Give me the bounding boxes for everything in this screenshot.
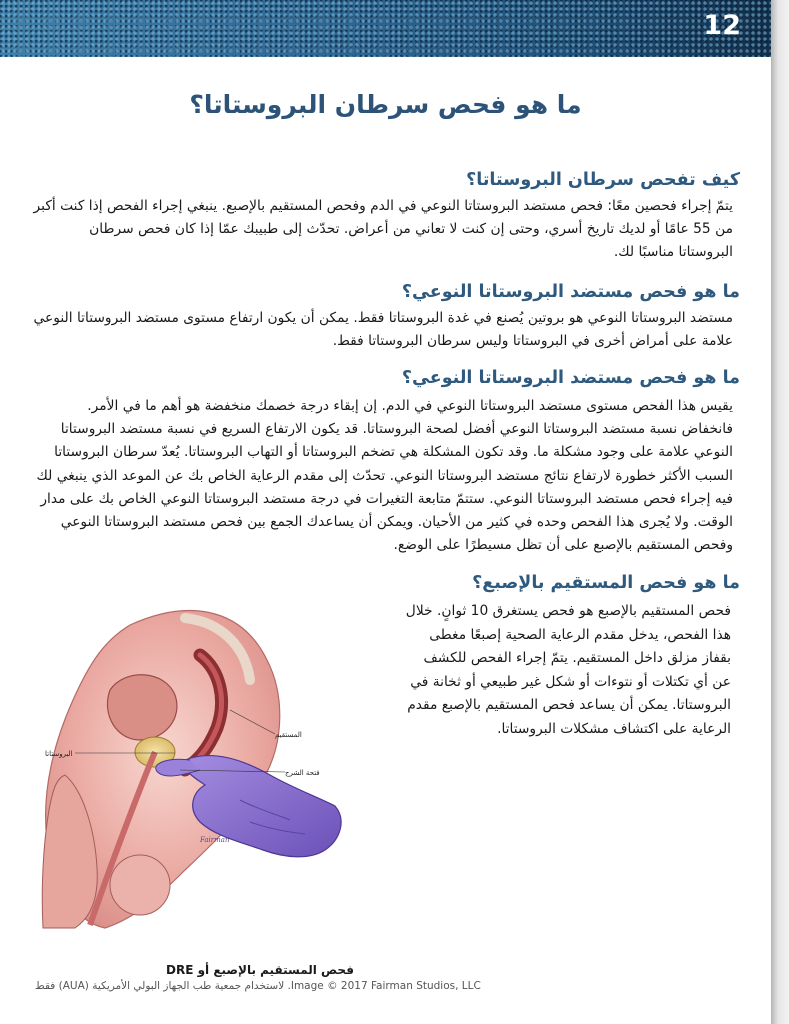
testis-shape	[110, 855, 170, 915]
artist-signature: Fairman	[200, 836, 230, 844]
section-heading-psa-test: ما هو فحص مستضد البروستاتا النوعي؟	[401, 368, 740, 388]
bladder-shape	[107, 675, 176, 740]
page-title: ما هو فحص سرطان البروستاتا؟	[189, 90, 582, 119]
page-number: 12	[703, 10, 741, 41]
page-edge	[771, 0, 789, 1024]
paragraph-text: مستضد البروستاتا النوعي هو بروتين يُصنع في غدة البروستاتا فقط. يمكن أن يكون ارتفاع مستوى مستضد البروستاتا النوعي علامة على أمراض أخرى في البروستاتا وليس سرطان البروستاتا فقط.	[33, 310, 733, 349]
paragraph-text: فحص المستقيم بالإصبع هو فحص يستغرق 10 ثوانٍ. خلال هذا الفحص، يدخل مقدم الرعاية الصحية إصبعًا مغطى بقفاز مزلق داخل المستقيم. يتمّ إجراء الفحص للكشف عن أي تكتلات أو نتوءات أو شكل غير طبيعي أو ثخانة في البروستاتا. يمكن أن يساعد فحص المستقيم بالإصبع مقدم الرعاية على اكتشاف مشكلات البروستاتا.	[405, 603, 731, 737]
paragraph-text: يقيس هذا الفحص مستوى مستضد البروستاتا النوعي في الدم. إن إبقاء درجة خصمك منخفضة هو أهم ما في الأمر. فانخفاض نسبة مستضد البروستاتا النوعي أفضل لصحة البروستاتا. قد يكون الارتفاع السريع في نسبة مستضد البروستاتا النوعي علامة على وجود مشكلة ما. وقد تكون المشكلة هي تضخم البروستاتا أو التهاب البروستاتا. يُعدّ سرطان البروستاتا السبب الأكثر خطورة لارتفاع نتائج مستضد البروستاتا النوعي. تحدّث إلى مقدم الرعاية الخاص بك عن الموعد الذي ينبغي لك فيه إجراء فحص مستضد البروستاتا النوعي. ستتمّ متابعة التغيرات في درجة مستضد البروستاتا النوعي الخاص بك على مدار الوقت. ولا يُجرى هذا الفحص وحده في كثير من الأحيان. ويمكن أن يساعدك الجمع بين فحص مستضد البروستاتا النوعي وفحص المستقيم بالإصبع على أن تظل مسيطرًا على الوضع.	[36, 398, 733, 554]
section-paragraph-dre	[401, 600, 731, 742]
dre-anatomy-illustration	[35, 600, 365, 930]
section-heading-dre: ما هو فحص المستقيم بالإصبع؟	[472, 573, 740, 593]
section-paragraph-psa-test	[33, 395, 733, 557]
label-anus: فتحة الشرج	[285, 769, 320, 777]
figure-caption: فحص المستقيم بالإصبع أو DRE	[166, 963, 354, 977]
section-heading-what-is-psa: ما هو فحص مستضد البروستاتا النوعي؟	[401, 282, 740, 302]
label-rectum: المستقيم	[275, 731, 302, 739]
image-credit: Image © 2017 Fairman Studios, LLC. لاستخدام جمعية طب الجهاز البولي الأمريكية (AUA) فقط	[35, 980, 481, 992]
header-band	[0, 0, 771, 57]
label-prostate: البروستاتا	[45, 750, 73, 758]
section-paragraph-what-is-psa	[33, 307, 733, 353]
section-heading-how-to-screen: كيف تفحص سرطان البروستاتا؟	[466, 170, 740, 190]
section-paragraph-how-to-screen	[33, 195, 733, 264]
paragraph-text: يتمّ إجراء فحصين معًا: فحص مستضد البروستاتا النوعي في الدم وفحص المستقيم بالإصبع. ينبغي إجراء الفحص إذا كنت أكبر من 55 عامًا أو لديك تاريخ أسري، وحتى إن كنت لا تعاني من أعراض. تحدّث إلى طبيبك عمّا إذا كان فحص سرطان البروستاتا مناسبًا لك.	[33, 198, 733, 260]
